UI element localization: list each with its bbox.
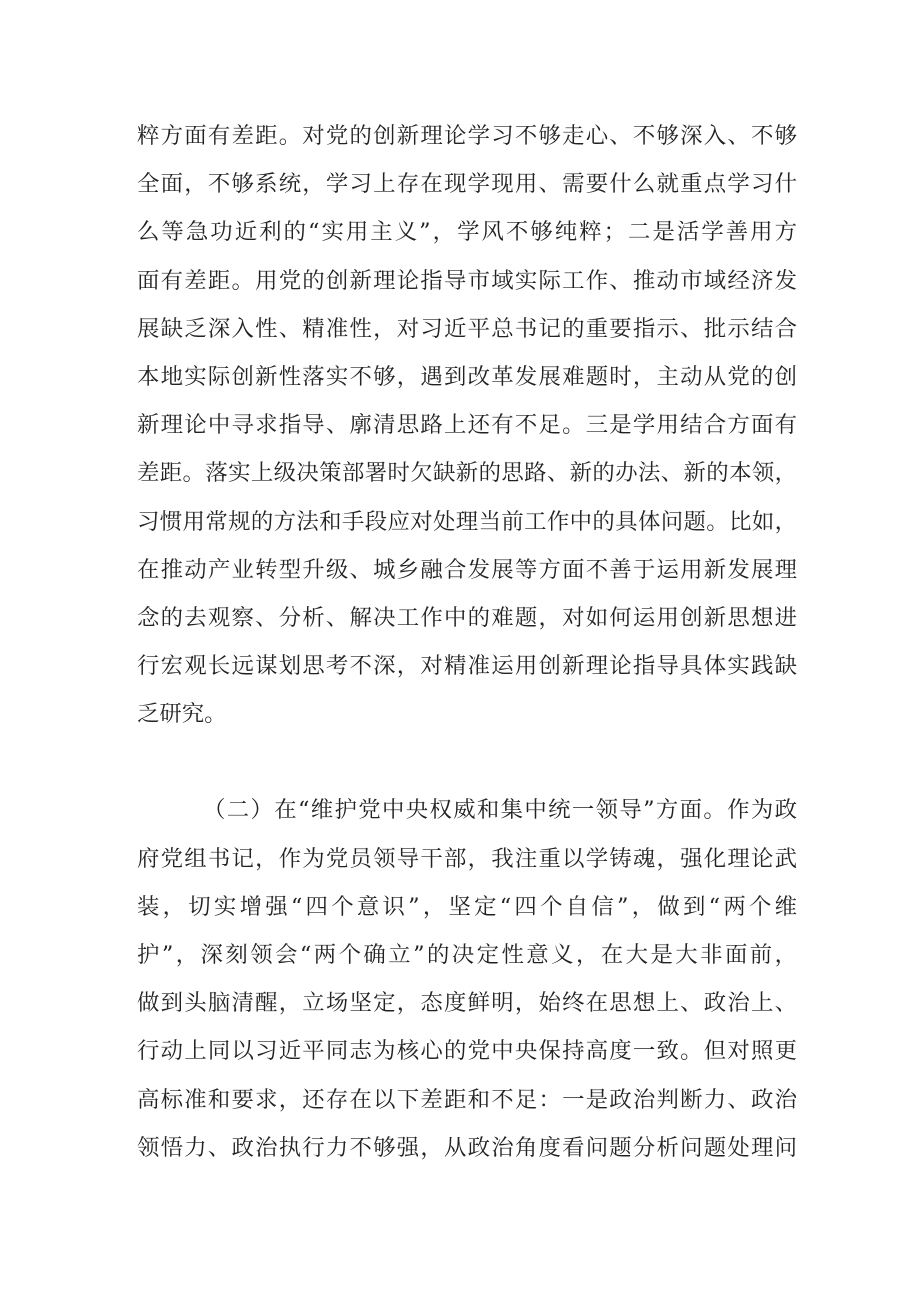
text-line: 差距。落实上级决策部署时欠缺新的思路、新的办法、新的本领，: [137, 460, 797, 487]
section-heading-line: （二）在“维护党中央权威和集中统一领导”方面。作为政: [203, 797, 797, 824]
text-line: 领悟力、政治执行力不够强，从政治角度看问题分析问题处理问: [137, 1134, 797, 1161]
text-line: 念的去观察、分析、解决工作中的难题，对如何运用创新思想进: [137, 604, 797, 631]
text-line: 高标准和要求，还存在以下差距和不足：一是政治判断力、政治: [137, 1086, 797, 1113]
text-line: 全面，不够系统，学习上存在现学现用、需要什么就重点学习什: [137, 171, 797, 198]
text-line: 在推动产业转型升级、城乡融合发展等方面不善于运用新发展理: [137, 556, 797, 583]
text-line: 护”，深刻领会“两个确立”的决定性意义，在大是大非面前，: [137, 942, 797, 968]
text-line: 行动上同以习近平同志为核心的党中央保持高度一致。但对照更: [137, 1038, 797, 1065]
paragraph-2: [137, 786, 797, 1172]
text-line: 展缺乏深入性、精准性，对习近平总书记的重要指示、批示结合: [137, 315, 797, 342]
text-line: 么等急功近利的“实用主义”，学风不够纯粹；二是活学善用方: [137, 219, 797, 246]
paragraph-gap: [137, 738, 797, 786]
text-line: 府党组书记，作为党员领导干部，我注重以学铸魂，强化理论武: [137, 845, 797, 872]
text-line: 面有差距。用党的创新理论指导市域实际工作、推动市域经济发: [137, 267, 797, 294]
text-line: 装，切实增强“四个意识”，坚定“四个自信”，做到“两个维: [137, 893, 797, 920]
paragraph-1: [137, 112, 797, 738]
document-body: [137, 112, 797, 1172]
text-line: 新理论中寻求指导、廓清思路上还有不足。三是学用结合方面有: [137, 412, 797, 439]
text-line: 行宏观长远谋划思考不深，对精准运用创新理论指导具体实践缺: [137, 653, 797, 680]
text-line: 粹方面有差距。对党的创新理论学习不够走心、不够深入、不够: [137, 123, 797, 149]
text-line: 习惯用常规的方法和手段应对处理当前工作中的具体问题。比如，: [137, 508, 797, 535]
text-line: 本地实际创新性落实不够，遇到改革发展难题时，主动从党的创: [137, 363, 797, 390]
text-line: 乏研究。: [137, 701, 227, 728]
text-line: 做到头脑清醒，立场坚定，态度鲜明，始终在思想上、政治上、: [137, 990, 797, 1017]
